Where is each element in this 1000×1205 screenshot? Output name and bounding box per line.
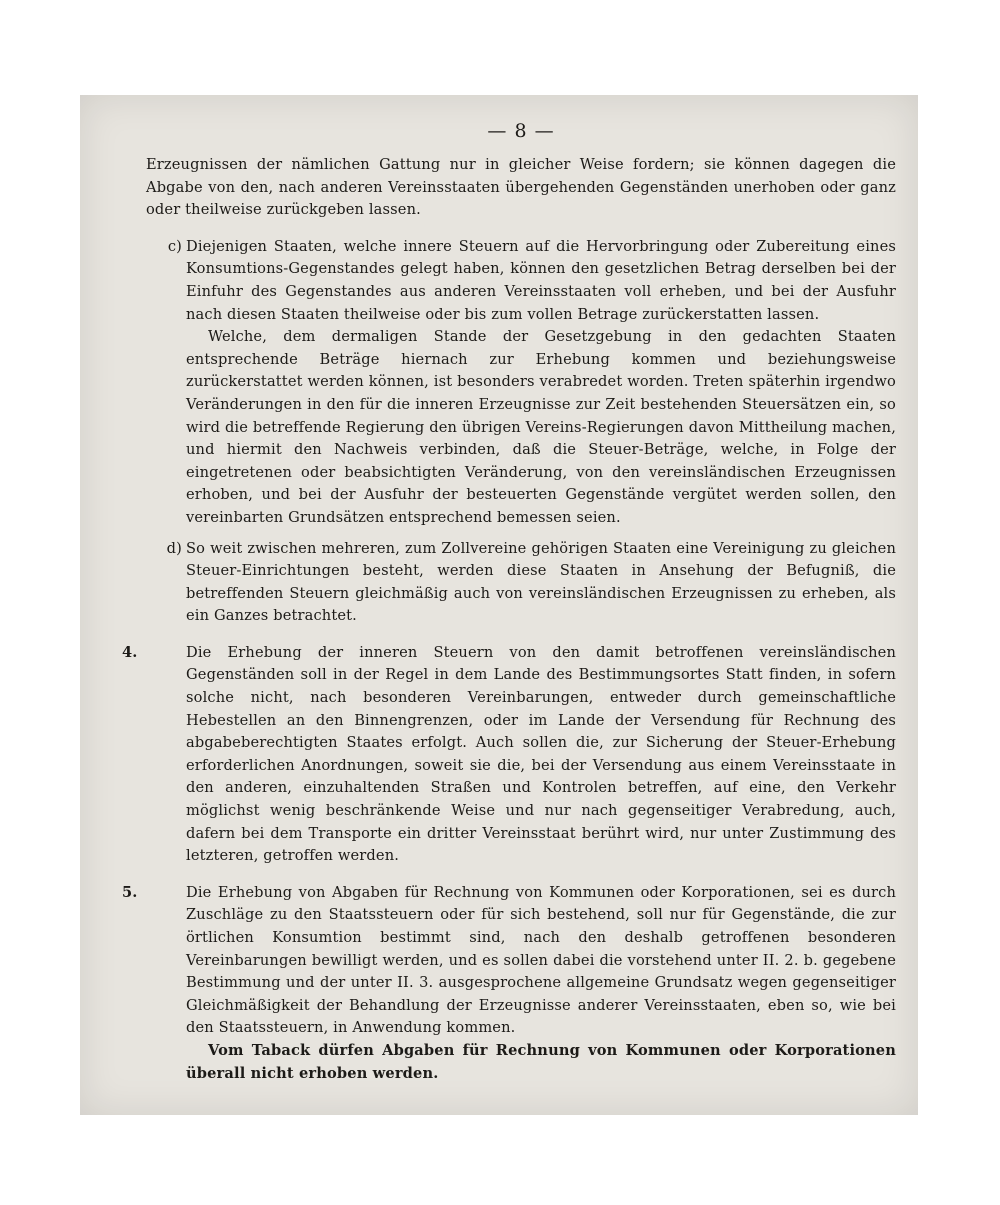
item-c-marker: c) [167, 237, 182, 255]
section-4-text: Die Erhebung der inneren Steuern von den damit betroffenen vereinsländischen Gegenständen soll in der Regel in dem Lande des Bestimmungsortes Statt finden, in sofern solche nicht, nach besonderen Vereinbarungen, entweder durch gemeinschaftliche Hebestellen an den Binnengrenzen, oder im Lande der Versendung für Rechnung des abgabeberechtigten Staates erfolgt. Auch sollen die, zur Sicherung der Steuer-Erhebung erforderlichen Anordnungen, soweit sie die, bei der Versendung aus einem Vereinsstaate in den anderen, einzuhaltenden Straßen und Kontrolen betreffen, auf eine, den Verkehr möglichst wenig beschränkende Weise und nur nach gegenseitiger Verabredung, auch, dafern bei dem Transporte ein dritter Vereinsstaat berührt wird, nur unter Zustimmung des letzteren, getroffen werden. [186, 643, 896, 865]
section-5-text: Die Erhebung von Abgaben für Rechnung von Kommunen oder Korporationen, sei es durch Zuschläge zu den Staatssteuern oder für sich bestehend, soll nur für Gegenstände, die zur örtlichen Konsumtion bestimmt sind, nach den deshalb getroffenen besonderen Vereinbarungen bewilligt werden, und es sollen dabei die vorstehend unter II. 2. b. gegebene Bestimmung und der unter II. 3. ausgesprochene allgemeine Grundsatz wegen gegenseitiger Gleichmäßigkeit der Behandlung der Erzeugnisse anderer Vereinsstaaten, eben so, wie bei den Staatssteuern, in Anwendung kommen. [186, 883, 896, 1037]
list-item-d [146, 538, 896, 628]
section-5 [122, 882, 896, 1085]
item-c-text: Diejenigen Staaten, welche innere Steuern auf die Hervorbringung oder Zubereitung eines Konsumtions-Gegenstandes gelegt haben, können den gesetzlichen Betrag derselben bei der Einfuhr des Gegenstandes aus anderen Vereinsstaaten voll erheben, und bei der Ausfuhr nach diesen Staaten theilweise oder bis zum vollen Betrage zurückerstatten lassen. [186, 237, 896, 323]
item-d-marker: d) [166, 539, 182, 557]
section-5-text-2: Vom Taback dürfen Abgaben für Rechnung von Kommunen oder Korporationen überall nicht erhoben werden. [186, 1041, 896, 1082]
list-item-c [146, 236, 896, 530]
section-4 [122, 642, 896, 868]
section-5-marker: 5. [122, 883, 138, 901]
item-c-text-2: Welche, dem dermaligen Stande der Gesetzgebung in den gedachten Staaten entsprechende Beträge hiernach zur Erhebung kommen und beziehungsweise zurückerstattet werden können, ist besonders verabredet worden. Treten späterhin irgendwo Veränderungen in den für die inneren Erzeugnisse zur Zeit bestehenden Steuersätzen ein, so wird die betreffende Regierung den übrigen Vereins-Regierungen davon Mittheilung machen, und hiermit den Nachweis verbinden, daß die Steuer-Beträge, welche, in Folge der eingetretenen oder beabsichtigten Veränderung, von den vereinsländischen Erzeugnissen erhoben, und bei der Ausfuhr der besteuerten Gegenstände vergütet werden sollen, den vereinbarten Grundsätzen entsprechend bemessen seien. [186, 328, 896, 526]
continuation-paragraph: Erzeugnissen der nämlichen Gattung nur in gleicher Weise fordern; sie können dagegen die Abgabe von den, nach anderen Vereinsstaaten übergehenden Gegenständen unerhoben oder ganz oder theilweise zurückgeben lassen. [146, 156, 896, 219]
item-d-text: So weit zwischen mehreren, zum Zollvereine gehörigen Staaten eine Vereinigung zu gleichen Steuer-Einrichtungen besteht, werden diese Staaten in Ansehung der Befugniß, die betreffenden Steuern gleichmäßig auch von vereinsländischen Erzeugnissen zu erheben, als ein Ganzes betrachtet. [186, 539, 896, 625]
page-number: — 8 — [487, 120, 555, 142]
section-4-marker: 4. [122, 643, 138, 661]
page-content [122, 118, 896, 1085]
